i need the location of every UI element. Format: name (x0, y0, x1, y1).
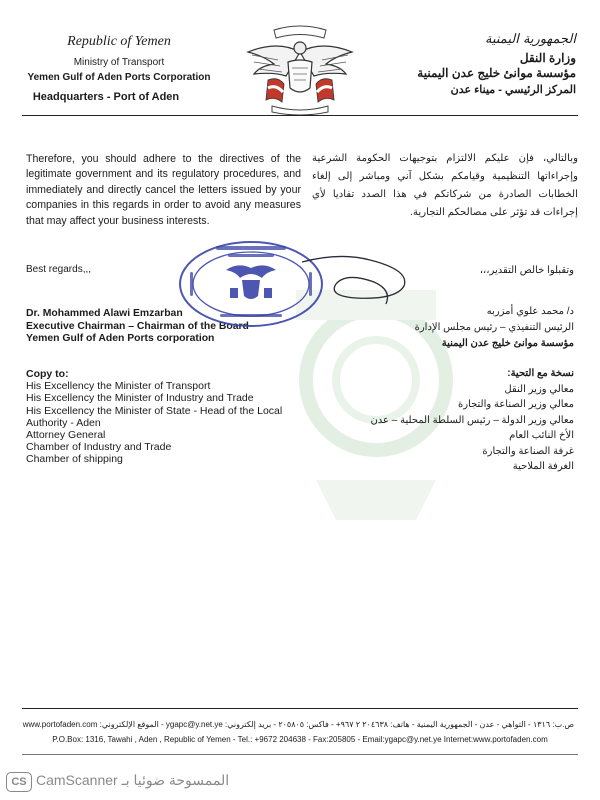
copy-to-title-ar: نسخة مع التحية: (507, 368, 574, 379)
footer-bottom-divider (22, 754, 578, 755)
copy-to-en (26, 368, 326, 466)
copy-to-item-en: His Excellency the Minister of State - Head of the Local (26, 404, 283, 417)
copy-to-item-en: Attorney General (26, 429, 106, 442)
header-ministry-ar: وزارة النقل (519, 51, 576, 65)
signatory-title-ar: الرئيس التنفيذي – رئيس مجلس الإدارة (414, 322, 574, 333)
header-ministry-en: Ministry of Transport (73, 57, 165, 68)
signatory-title-en: Executive Chairman – Chairman of the Board (26, 320, 249, 332)
header-arabic (396, 30, 576, 96)
copy-to-item-en: His Excellency the Minister of Transport (26, 380, 211, 393)
camscanner-logo-icon: CS (6, 772, 32, 792)
copy-to-item-ar: معالي وزير الصناعة والتجارة (457, 399, 574, 410)
copy-to-ar (370, 366, 574, 475)
copy-to-item-ar: غرفة الصناعة والتجارة (482, 445, 574, 457)
copy-to-item-en: Chamber of Industry and Trade (26, 441, 172, 454)
copy-to-item-en: Authority - Aden (26, 416, 101, 429)
footer-contact-en: P.O.Box: 1316, Tawahi , Aden , Republic of Yemen - Tel.: +9672 204638 - Fax:205805 - Email:ygapc@y.net.ye Internet:www.portofaden.com (52, 735, 548, 744)
header-hq-ar: المركز الرئيسي - ميناء عدن (450, 84, 576, 96)
copy-to-item-ar: الغرفة الملاحية (512, 461, 574, 472)
scanner-label: الممسوحة ضوئيا بـ CamScanner (36, 772, 230, 788)
header-corporation-en: Yemen Gulf of Aden Ports Corporation (27, 72, 211, 83)
body-paragraph-ar: وبالتالي، فإن عليكم الالتزام بتوجيهات الحكومة الشرعية وإجراءاتها التنظيمية وقيامكم بشكل آني ومباشر إلى إلغاء الخطابات الصادرة من شركاتكم في هذا الصدد تفاديا لأي إجراءات قد تؤثر على مصالحكم التجارية. (312, 153, 578, 218)
signatory-name-ar: د/ محمد علوي أمزربه (486, 306, 574, 317)
header-republic-ar: الجمهورية اليمنية (484, 32, 576, 47)
closing-regards-ar: وتقبلوا خالص التقدير،،، (479, 265, 574, 276)
copy-to-item-ar: معالي وزير الدولة – رئيس السلطة المحلية – عدن (370, 414, 574, 426)
header-english (24, 30, 214, 103)
signatory-name-en: Dr. Mohammed Alawi Emzarban (26, 308, 183, 319)
yemen-eagle-emblem-icon (238, 22, 362, 118)
copy-to-item-ar: الأخ النائب العام (509, 430, 574, 441)
header-divider (22, 115, 578, 116)
footer-contact-ar: ص.ب: ١٣١٦ - التواهي - عدن - الجمهورية اليمنية - هاتف: ٢٠٤٦٣٨ ٢ ٩٦٧+ - فاكس: ٢٠٥٨٠٥ - بريد إلكتروني: ygapc@y.net.ye - الموقع الإلكتروني: www.portofaden.com (22, 720, 574, 729)
header-republic-en: Republic of Yemen (67, 34, 171, 49)
signatory-org-en: Yemen Gulf of Aden Ports corporation (26, 333, 215, 344)
copy-to-item-en: His Excellency the Minister of Industry and Trade (26, 392, 254, 405)
signatory-ar (415, 304, 574, 352)
copy-to-title-en: Copy to: (26, 368, 69, 380)
footer-divider (22, 708, 578, 709)
body-paragraph-en: Therefore, you should adhere to the directives of the legitimate government and its regulatory procedures, and immediately and directly cancel the letters issued by your companies in this regards in order to avoid any measures that may affect your business interests. (26, 153, 301, 227)
copy-to-item-en: Chamber of shipping (26, 453, 123, 466)
header-hq-en: Headquarters - Port of Aden (32, 91, 180, 103)
copy-to-item-ar: معالي وزير النقل (504, 383, 574, 395)
closing-regards-en: Best regards,,, (26, 264, 92, 275)
handwritten-signature (300, 252, 420, 312)
signatory-org-ar: مؤسسة موانئ خليج عدن اليمنية (441, 338, 574, 349)
header-corporation-ar: مؤسسة موانئ خليج عدن اليمنية (417, 66, 576, 80)
